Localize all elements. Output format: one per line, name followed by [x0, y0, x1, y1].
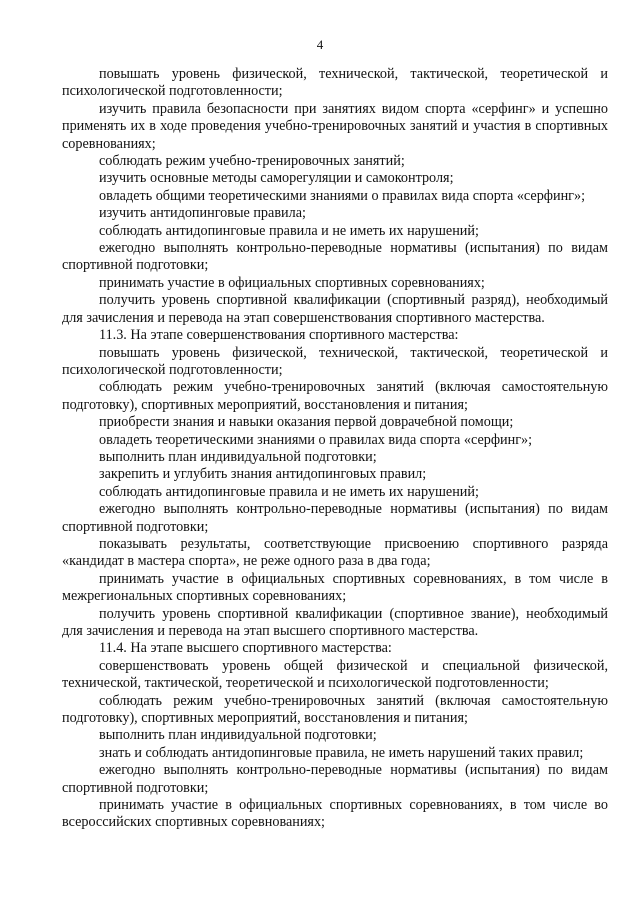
paragraph: повышать уровень физической, технической, тактической, теоретической и психологической подготовленности; [62, 66, 608, 100]
paragraph: принимать участие в официальных спортивных соревнованиях, в том числе в межрегиональных спортивных соревнованиях; [62, 570, 608, 605]
paragraph: соблюдать режим учебно-тренировочных занятий (включая самостоятельную подготовку), спортивных мероприятий, восстановления и питания; [62, 692, 608, 727]
paragraph: приобрести знания и навыки оказания первой доврачебной помощи; [99, 414, 514, 431]
paragraph: повышать уровень физической, технической, тактической, теоретической и психологической подготовленности; [62, 344, 608, 378]
paragraph: ежегодно выполнять контрольно-переводные нормативы (испытания) по видам спортивной подготовки; [62, 501, 608, 535]
paragraph: принимать участие в официальных спортивных соревнованиях; [99, 274, 485, 291]
paragraph: изучить антидопинговые правила; [99, 205, 306, 222]
paragraph: ежегодно выполнять контрольно-переводные нормативы (испытания) по видам спортивной подготовки; [62, 762, 608, 796]
page-number: 4 [316, 37, 324, 52]
section-heading: 11.3. На этапе совершенствования спортивного мастерства: [99, 327, 459, 344]
paragraph: выполнить план индивидуальной подготовки; [99, 448, 377, 465]
paragraph: ежегодно выполнять контрольно-переводные нормативы (испытания) по видам спортивной подготовки; [62, 240, 608, 274]
paragraph: овладеть общими теоретическими знаниями о правилах вида спорта «серфинг»; [99, 187, 586, 204]
document-body [62, 66, 608, 832]
paragraph: соблюдать антидопинговые правила и не иметь их нарушений; [99, 483, 479, 500]
paragraph: соблюдать режим учебно-тренировочных занятий (включая самостоятельную подготовку), спортивных мероприятий, восстановления и питания; [62, 379, 608, 413]
paragraph: соблюдать антидопинговые правила и не иметь их нарушений; [99, 222, 479, 239]
paragraph: совершенствовать уровень общей физической и специальной физической, технической, тактической, теоретической и психологической подготовленности; [62, 657, 608, 692]
paragraph: принимать участие в официальных спортивных соревнованиях, в том числе во всероссийских спортивных соревнованиях; [62, 797, 608, 831]
paragraph: изучить основные методы саморегуляции и самоконтроля; [99, 170, 454, 187]
paragraph: изучить правила безопасности при занятиях видом спорта «серфинг» и успешно применять их в ходе проведения учебно-тренировочных занятий и участия в спортивных соревнованиях; [62, 100, 608, 152]
paragraph: соблюдать режим учебно-тренировочных занятий; [99, 153, 405, 170]
paragraph: овладеть теоретическими знаниями о правилах вида спорта «серфинг»; [99, 431, 533, 448]
paragraph: знать и соблюдать антидопинговые правила, не иметь нарушений таких правил; [99, 744, 584, 761]
section-heading: 11.4. На этапе высшего спортивного мастерства: [99, 640, 392, 657]
paragraph: показывать результаты, соответствующие присвоению спортивного разряда «кандидат в мастера спорта», не реже одного раза в два года; [62, 535, 608, 570]
paragraph: получить уровень спортивной квалификации (спортивный разряд), необходимый для зачисления и перевода на этап совершенствования спортивного мастерства. [62, 292, 608, 326]
paragraph: получить уровень спортивной квалификации (спортивное звание), необходимый для зачисления и перевода на этап высшего спортивного мастерства. [62, 605, 608, 639]
paragraph: закрепить и углубить знания антидопинговых правил; [99, 466, 427, 483]
paragraph: выполнить план индивидуальной подготовки; [99, 727, 377, 744]
